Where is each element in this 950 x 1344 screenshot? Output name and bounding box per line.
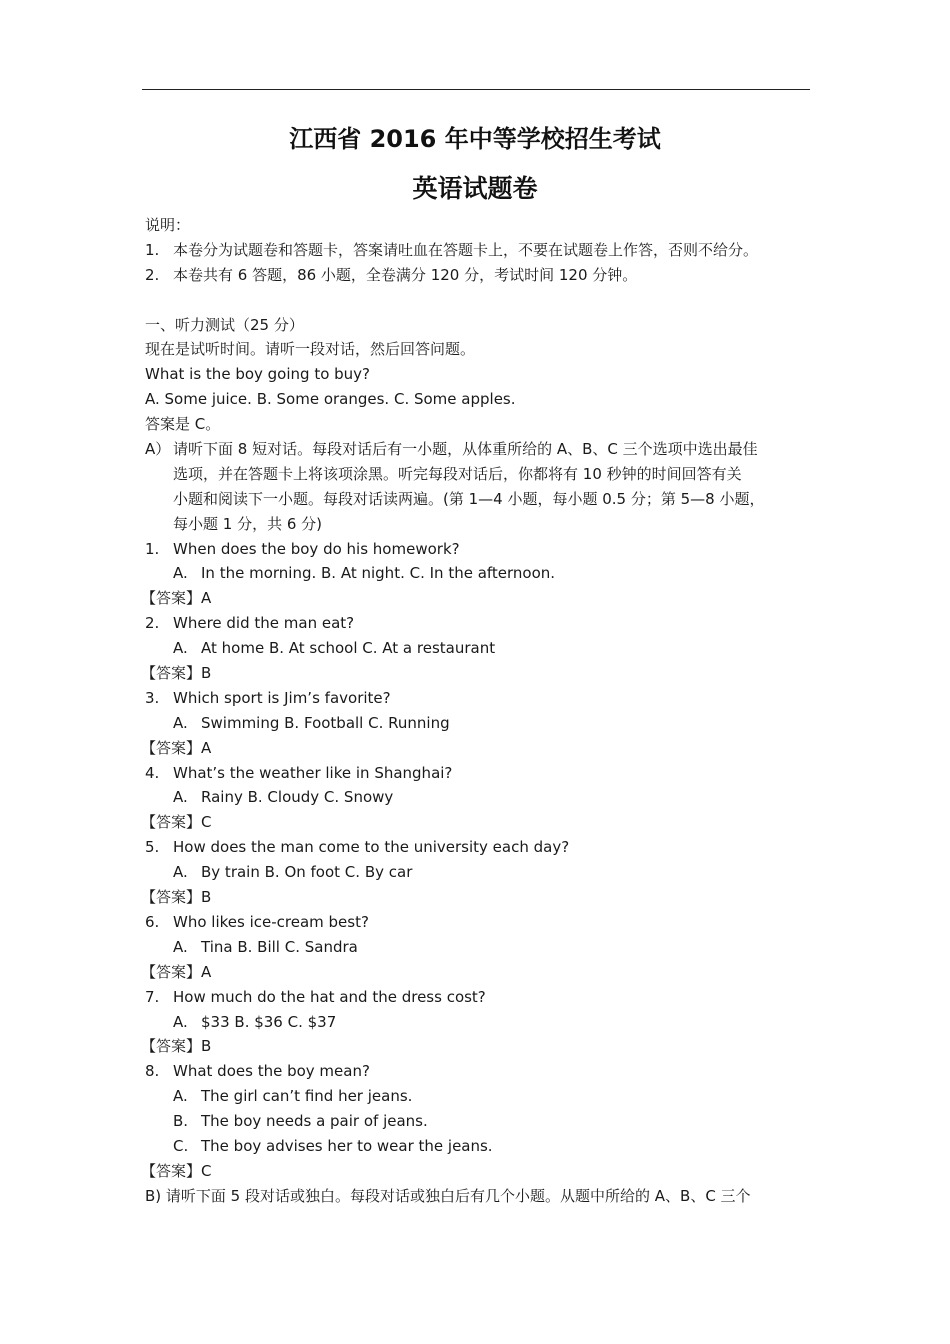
question-text: Who likes ice-cream best? bbox=[173, 912, 369, 931]
question-number: 7. bbox=[145, 987, 160, 1006]
question bbox=[145, 1059, 813, 1084]
option-text: Tina B. Bill C. Sandra bbox=[201, 937, 358, 956]
question-options bbox=[145, 561, 813, 586]
question-number: 4. bbox=[145, 763, 160, 782]
option-text: In the morning. B. At night. C. In the afternoon. bbox=[201, 564, 556, 583]
part-a-line: 每小题 1 分，共 6 分) bbox=[173, 514, 323, 533]
option-text: At home B. At school C. At a restaurant bbox=[201, 639, 496, 658]
question-text: What’s the weather like in Shanghai? bbox=[173, 763, 453, 782]
answer: 【答案】B bbox=[141, 664, 212, 683]
question bbox=[145, 686, 813, 711]
question-options bbox=[145, 935, 813, 960]
part-a-instructions bbox=[145, 437, 813, 537]
question-options bbox=[145, 1010, 813, 1035]
question bbox=[145, 537, 813, 562]
part-a-label: A） bbox=[145, 440, 171, 459]
part-a-line: 选项，并在答题卡上将该项涂黑。听完每段对话后，你都将有 10 秒钟的时间回答有关 bbox=[173, 464, 742, 483]
answer: 【答案】C bbox=[141, 1161, 212, 1180]
section-heading: 一、听力测试（25 分） bbox=[145, 315, 304, 334]
option-label: A. bbox=[173, 863, 188, 882]
option-text: By train B. On foot C. By car bbox=[201, 863, 413, 882]
question-text: How does the man come to the university each day? bbox=[173, 838, 570, 857]
note-text: 本卷分为试题卷和答题卡，答案请吐血在答题卡上，不要在试题卷上作答，否则不给分。 bbox=[173, 240, 759, 259]
question bbox=[145, 761, 813, 786]
note-number: 1. bbox=[145, 240, 160, 259]
example-answer: 答案是 C。 bbox=[145, 415, 221, 434]
notes-label: 说明： bbox=[145, 216, 191, 234]
part-b-instructions: B) 请听下面 5 段对话或独白。每段对话或独白后有几个小题。从题中所给的 A、B、C 三个 bbox=[145, 1186, 751, 1205]
question-options bbox=[145, 1134, 813, 1159]
option-text: The boy needs a pair of jeans. bbox=[201, 1112, 428, 1131]
question-text: Which sport is Jim’s favorite? bbox=[173, 688, 391, 707]
section-intro: 现在是试听时间。请听一段对话，然后回答问题。 bbox=[145, 340, 476, 359]
question-text: What does the boy mean? bbox=[173, 1062, 370, 1081]
note-item bbox=[145, 238, 813, 263]
question-text: How much do the hat and the dress cost? bbox=[173, 987, 486, 1006]
question bbox=[145, 910, 813, 935]
question-options bbox=[145, 785, 813, 810]
option-text: The girl can’t find her jeans. bbox=[201, 1087, 413, 1106]
answer: 【答案】C bbox=[141, 813, 212, 832]
header-rule bbox=[142, 89, 810, 90]
option-label: B. bbox=[173, 1112, 189, 1131]
exam-title: 江西省 2016 年中等学校招生考试 bbox=[289, 125, 661, 153]
option-label: A. bbox=[173, 1012, 188, 1031]
question bbox=[145, 835, 813, 860]
note-text: 本卷共有 6 答题，86 小题，全卷满分 120 分，考试时间 120 分钟。 bbox=[173, 265, 638, 284]
question-text: Where did the man eat? bbox=[173, 614, 355, 633]
option-text: The boy advises her to wear the jeans. bbox=[201, 1136, 493, 1155]
answer: 【答案】A bbox=[141, 962, 212, 981]
question-options bbox=[145, 636, 813, 661]
note-number: 2. bbox=[145, 265, 160, 284]
question-options bbox=[145, 860, 813, 885]
question-text: When does the boy do his homework? bbox=[173, 539, 460, 558]
example-question: What is the boy going to buy? bbox=[145, 365, 371, 384]
option-label: A. bbox=[173, 937, 188, 956]
option-text: $33 B. $36 C. $37 bbox=[201, 1012, 337, 1031]
option-label: A. bbox=[173, 564, 188, 583]
exam-subtitle: 英语试题卷 bbox=[412, 174, 538, 203]
answer: 【答案】B bbox=[141, 888, 212, 907]
example-options: A. Some juice. B. Some oranges. C. Some apples. bbox=[145, 390, 516, 409]
question-number: 1. bbox=[145, 539, 160, 558]
question-options bbox=[145, 1084, 813, 1109]
question-number: 2. bbox=[145, 614, 160, 633]
option-text: Rainy B. Cloudy C. Snowy bbox=[201, 788, 394, 807]
question-options bbox=[145, 711, 813, 736]
option-label: A. bbox=[173, 788, 188, 807]
question-number: 5. bbox=[145, 838, 160, 857]
question-number: 3. bbox=[145, 688, 160, 707]
question bbox=[145, 611, 813, 636]
part-a-line: 请听下面 8 短对话。每段对话后有一小题，从体重所给的 A、B、C 三个选项中选出最佳 bbox=[173, 440, 758, 459]
spacer bbox=[145, 288, 813, 313]
answer: 【答案】A bbox=[141, 738, 212, 757]
option-label: A. bbox=[173, 1087, 188, 1106]
answer: 【答案】A bbox=[141, 589, 212, 608]
option-label: A. bbox=[173, 639, 188, 658]
question-number: 8. bbox=[145, 1062, 160, 1081]
document-body bbox=[141, 213, 813, 1209]
option-label: C. bbox=[173, 1136, 189, 1155]
question-options bbox=[145, 1109, 813, 1134]
question bbox=[145, 985, 813, 1010]
note-item bbox=[145, 263, 813, 288]
option-label: A. bbox=[173, 713, 188, 732]
answer: 【答案】B bbox=[141, 1037, 212, 1056]
option-text: Swimming B. Football C. Running bbox=[201, 713, 450, 732]
question-number: 6. bbox=[145, 912, 160, 931]
part-a-line: 小题和阅读下一小题。每段对话读两遍。(第 1—4 小题，每小题 0.5 分；第 5—8 小题， bbox=[173, 489, 765, 508]
